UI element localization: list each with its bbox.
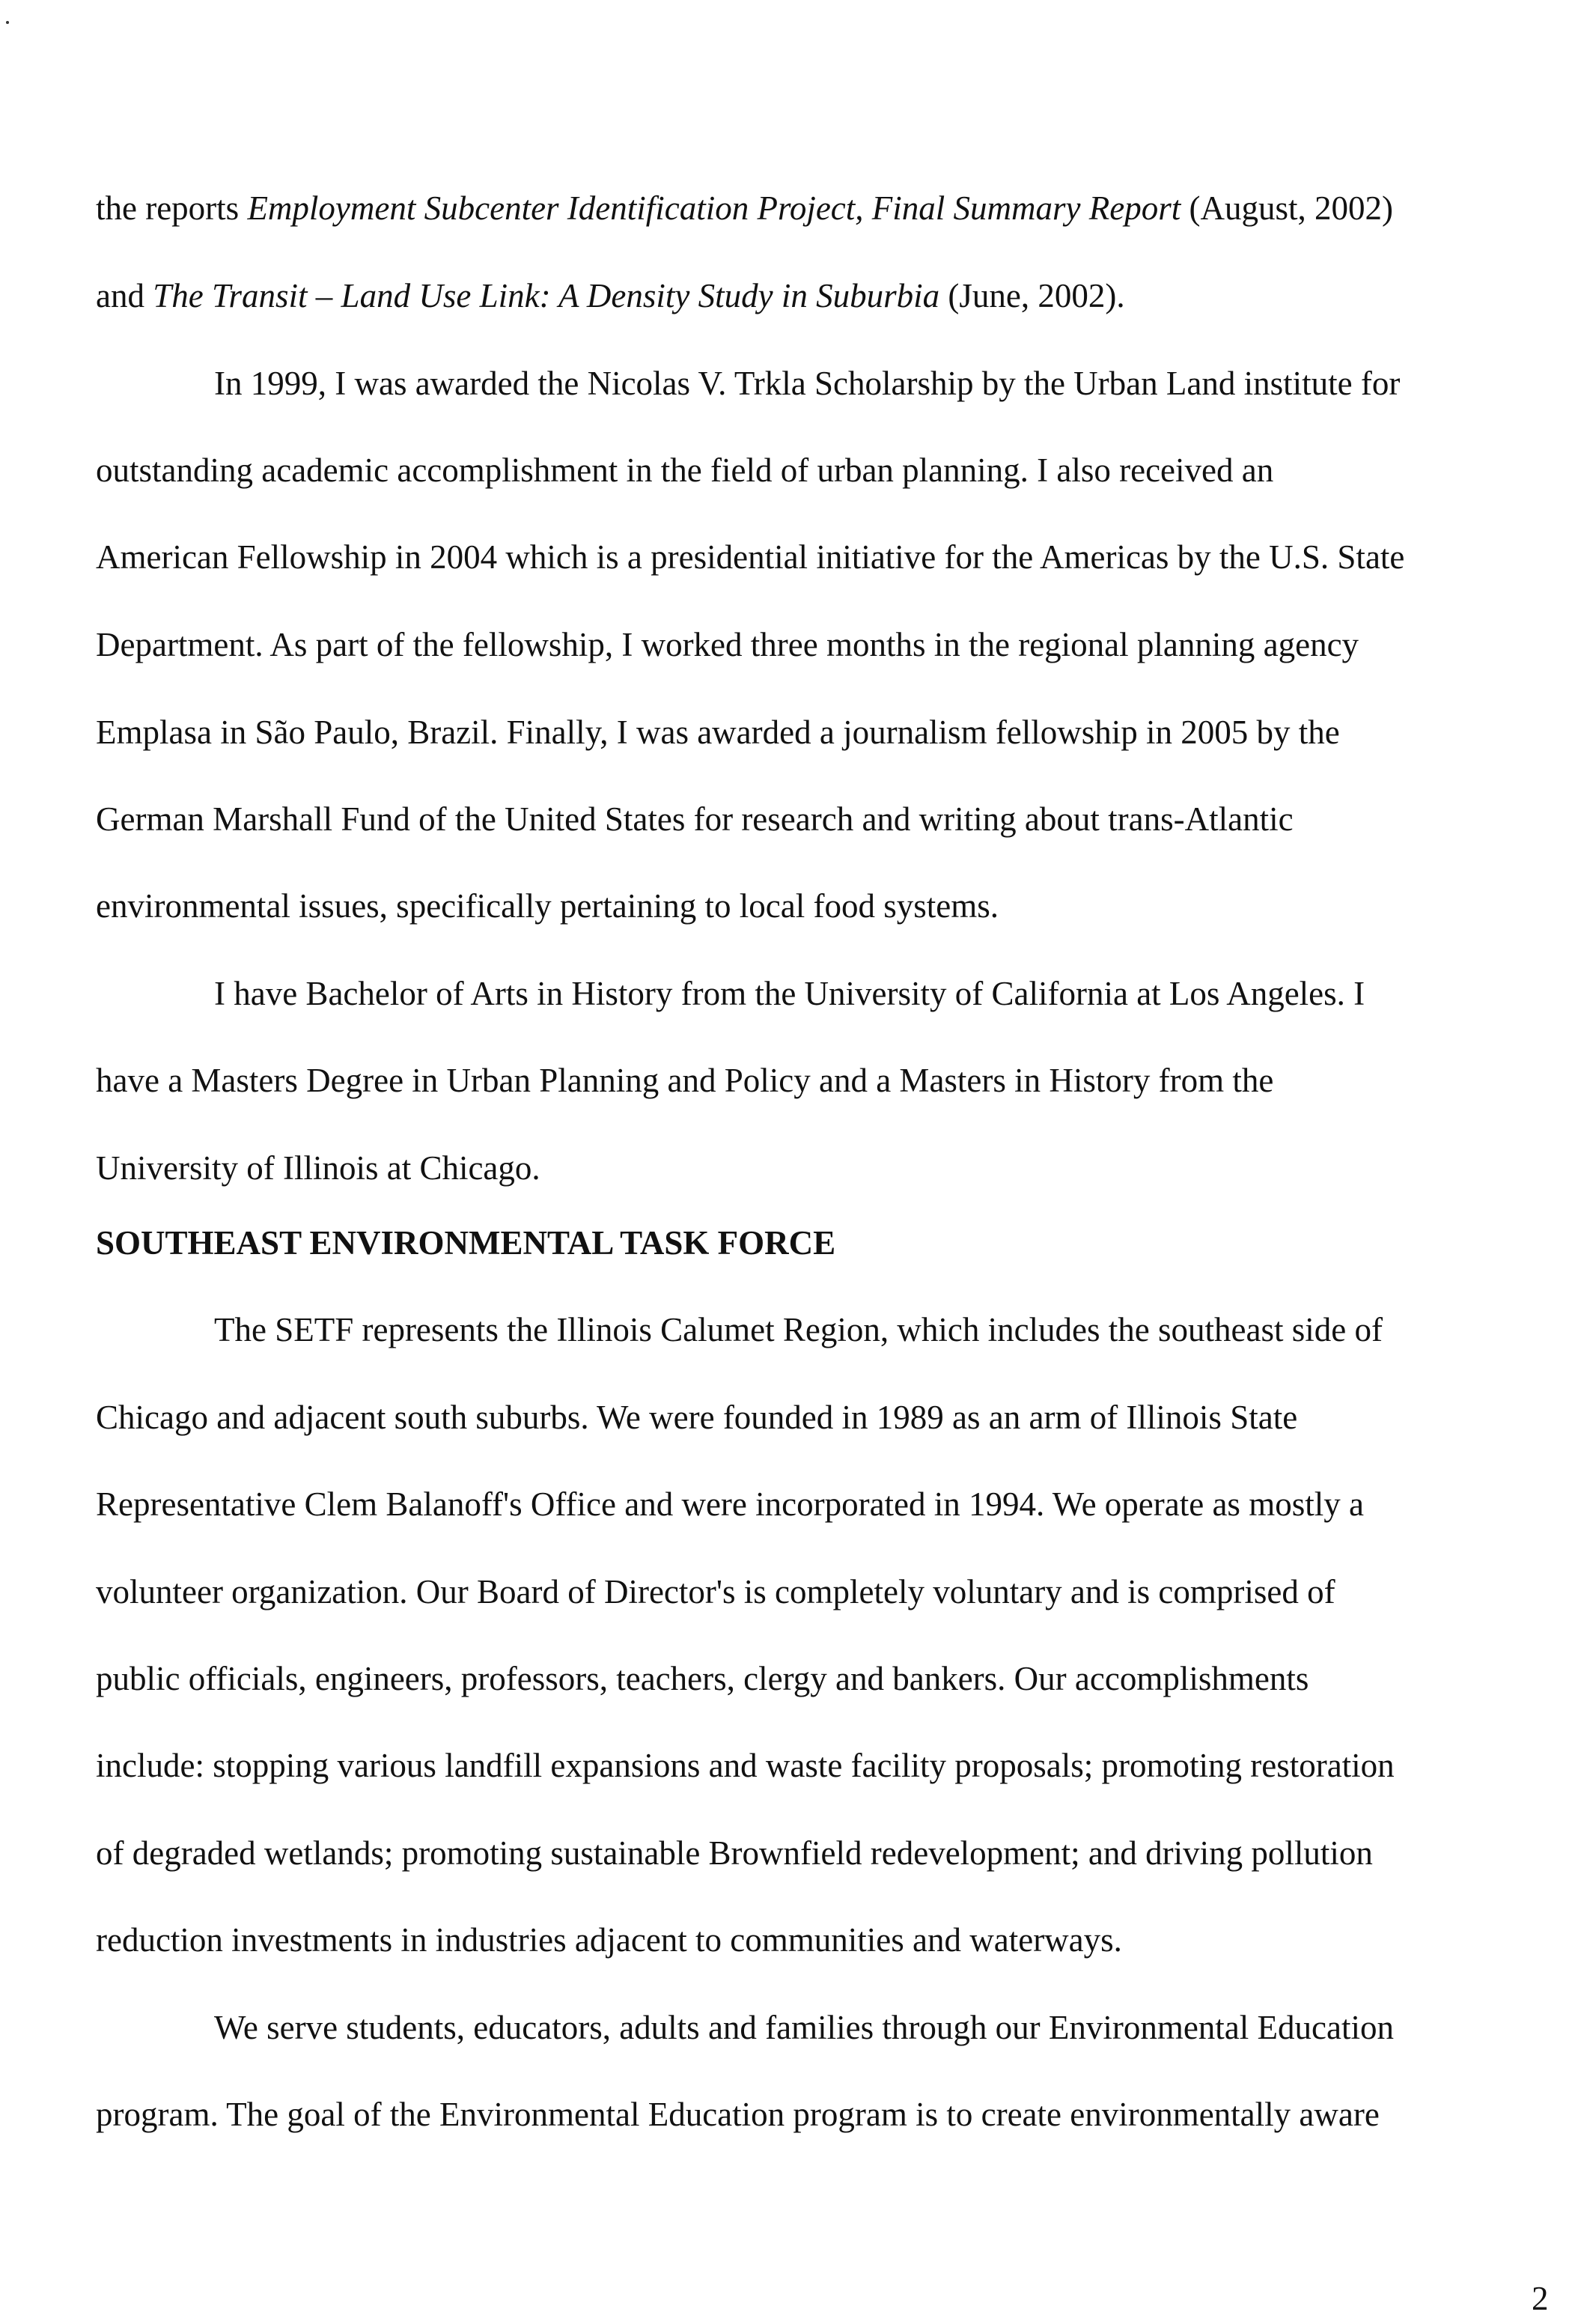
paragraph-line: We serve students, educators, adults and families through our Environmental Education <box>214 2009 1394 2046</box>
paragraph-line: German Marshall Fund of the United States for research and writing about trans-Atlantic <box>96 800 1294 838</box>
report-title: The Transit – Land Use Link: A Density Study in Suburbia <box>153 277 940 314</box>
paragraph-line: environmental issues, specifically pertaining to local food systems. <box>96 887 999 925</box>
paragraph-line: reduction investments in industries adjacent to communities and waterways. <box>96 1921 1122 1959</box>
paragraph-line: include: stopping various landfill expansions and waste facility proposals; promoting restoration <box>96 1747 1395 1784</box>
paragraph-line: volunteer organization. Our Board of Director's is completely voluntary and is comprised of <box>96 1573 1335 1610</box>
paragraph-line: American Fellowship in 2004 which is a presidential initiative for the Americas by the U.S. State <box>96 538 1405 576</box>
paragraph-line: The SETF represents the Illinois Calumet Region, which includes the southeast side of <box>214 1311 1383 1348</box>
paragraph-line: Emplasa in São Paulo, Brazil. Finally, I was awarded a journalism fellowship in 2005 by the <box>96 714 1340 751</box>
paragraph-line: program. The goal of the Environmental Education program is to create environmentally aware <box>96 2096 1380 2133</box>
text-line: and The Transit – Land Use Link: A Density Study in Suburbia (June, 2002). <box>96 277 1125 314</box>
paragraph-line: have a Masters Degree in Urban Planning and Policy and a Masters in History from the <box>96 1062 1274 1099</box>
scan-speck <box>6 21 9 24</box>
paragraph-line: University of Illinois at Chicago. <box>96 1149 540 1187</box>
paragraph-line: In 1999, I was awarded the Nicolas V. Trkla Scholarship by the Urban Land institute for <box>214 365 1401 402</box>
paragraph-line: public officials, engineers, professors, teachers, clergy and bankers. Our accomplishments <box>96 1660 1309 1697</box>
text-line: the reports Employment Subcenter Identification Project, Final Summary Report (August, 2002) <box>96 189 1393 227</box>
paragraph-line: Chicago and adjacent south suburbs. We were founded in 1989 as an arm of Illinois State <box>96 1399 1298 1436</box>
paragraph-line: Representative Clem Balanoff's Office and were incorporated in 1994. We operate as mostly a <box>96 1485 1364 1523</box>
report-title: Employment Subcenter Identification Project, Final Summary Report <box>247 189 1181 227</box>
paragraph-line: outstanding academic accomplishment in the field of urban planning. I also received an <box>96 451 1274 489</box>
page-number: 2 <box>1532 2280 1549 2317</box>
paragraph-line: of degraded wetlands; promoting sustainable Brownfield redevelopment; and driving pollution <box>96 1834 1373 1872</box>
paragraph-line: Department. As part of the fellowship, I worked three months in the regional planning agency <box>96 626 1359 663</box>
section-heading: SOUTHEAST ENVIRONMENTAL TASK FORCE <box>96 1224 836 1262</box>
paragraph-line: I have Bachelor of Arts in History from the University of California at Los Angeles. I <box>214 975 1365 1012</box>
